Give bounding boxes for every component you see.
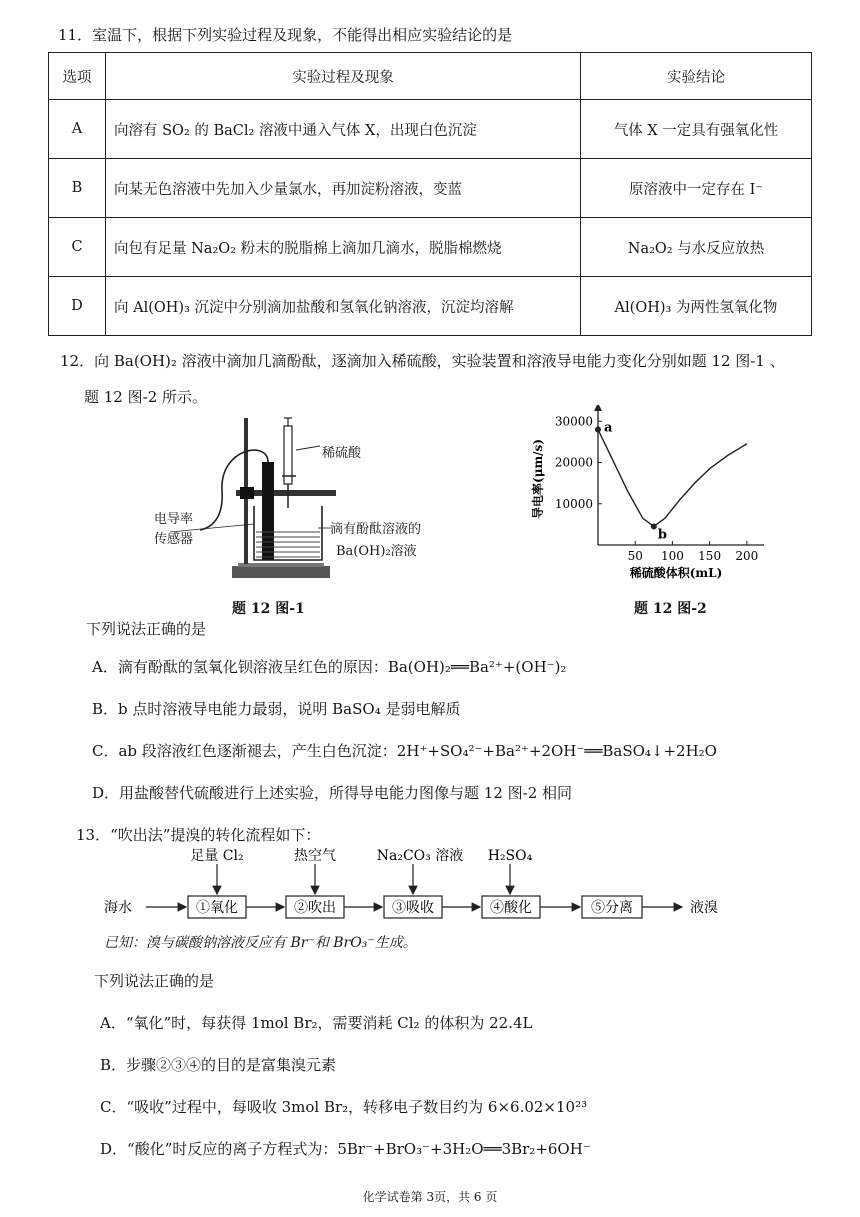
label-solution-line1: 滴有酚酞溶液的 <box>330 522 422 537</box>
header-conclusion: 实验结论 <box>581 53 812 100</box>
row-process: 向包有足量 Na₂O₂ 粉末的脱脂棉上滴加几滴水，脱脂棉燃烧 <box>106 218 581 277</box>
flow-step-3: ③吸收 <box>392 900 434 916</box>
q12-option-d: D．用盐酸替代硫酸进行上述实验，所得导电能力图像与题 12 图-2 相同 <box>92 784 573 802</box>
q12-prompt: 下列说法正确的是 <box>86 620 207 638</box>
header-process: 实验过程及现象 <box>106 53 581 100</box>
flow-input-1: 足量 Cl₂ <box>190 848 244 864</box>
row-option: D <box>49 277 106 336</box>
flow-input-4: H₂SO₄ <box>487 848 533 864</box>
label-dilute-acid: 稀硫酸 <box>322 446 362 461</box>
q13-stem: 13．“吹出法”提溴的转化流程如下： <box>76 826 321 844</box>
figure-caption-12-1: 题 12 图-1 <box>232 601 305 617</box>
figure-caption-12-2: 题 12 图-2 <box>634 601 707 617</box>
flow-step-1: ①氧化 <box>196 900 238 916</box>
row-option: C <box>49 218 106 277</box>
flow-start-label: 海水 <box>104 900 132 916</box>
label-sensor-line2: 传感器 <box>154 532 194 547</box>
row-conclusion: Al(OH)₃ 为两性氢氧化物 <box>581 277 812 336</box>
stand-base <box>232 566 330 578</box>
point-b <box>651 523 657 529</box>
q11-stem: 11．室温下，根据下列实验过程及现象，不能得出相应实验结论的是 <box>58 26 513 44</box>
label-solution-line2: Ba(OH)₂溶液 <box>336 544 417 559</box>
row-process: 向某无色溶液中先加入少量氯水，再加淀粉溶液，变蓝 <box>106 159 581 218</box>
x-tick-label: 50 <box>627 549 643 563</box>
q12-stem-line2: 题 12 图-2 所示。 <box>84 388 208 406</box>
table-row <box>49 218 812 277</box>
x-axis-label: 稀硫酸体积(mL) <box>629 566 723 580</box>
x-tick-label: 100 <box>660 549 684 563</box>
row-conclusion: Na₂O₂ 与水反应放热 <box>581 218 812 277</box>
row-conclusion: 气体 X 一定具有强氧化性 <box>581 100 812 159</box>
point-a <box>595 427 601 433</box>
flow-step-4: ④酸化 <box>490 900 532 916</box>
row-process: 向溶有 SO₂ 的 BaCl₂ 溶液中通入气体 X，出现白色沉淀 <box>106 100 581 159</box>
point-label-b: b <box>657 527 667 543</box>
row-option: B <box>49 159 106 218</box>
q13-option-c: C．“吸收”过程中，每吸收 3mol Br₂，转移电子数目约为 6×6.02×10²³ <box>100 1098 588 1116</box>
q13-prompt: 下列说法正确的是 <box>94 972 215 990</box>
page-footer: 化学试卷第 3页，共 6 页 <box>362 1190 498 1204</box>
flow-step-5: ⑤分离 <box>591 900 633 916</box>
row-process: 向 Al(OH)₃ 沉淀中分别滴加盐酸和氢氧化钠溶液，沉淀均溶解 <box>106 277 581 336</box>
point-label-a: a <box>604 420 613 436</box>
x-tick-label: 200 <box>735 549 759 563</box>
flow-input-2: 热空气 <box>294 848 336 864</box>
q13-known: 已知：溴与碳酸钠溶液反应有 Br⁻和 BrO₃⁻生成。 <box>104 935 417 951</box>
row-conclusion: 原溶液中一定存在 I⁻ <box>581 159 812 218</box>
q12-option-b: B．b 点时溶液导电能力最弱，说明 BaSO₄ 是弱电解质 <box>92 700 461 718</box>
q11-table <box>48 52 812 336</box>
table-row <box>49 159 812 218</box>
q12-option-a: A．滴有酚酞的氢氧化钡溶液呈红色的原因：Ba(OH)₂══Ba²⁺+(OH⁻)₂ <box>92 658 567 676</box>
y-tick-label: 30000 <box>554 414 593 429</box>
x-tick-label: 150 <box>698 549 722 563</box>
y-axis-arrow <box>594 405 602 411</box>
table-row <box>49 100 812 159</box>
header-option: 选项 <box>49 53 106 100</box>
flow-step-2: ②吹出 <box>294 900 336 916</box>
conductivity-curve <box>598 430 747 527</box>
row-option: A <box>49 100 106 159</box>
sensor-probe <box>262 462 274 560</box>
q12-stem-line1: 12．向 Ba(OH)₂ 溶液中滴加几滴酚酞，逐滴加入稀硫酸，实验装置和溶液导电能力变化分别如题 12 图-1 、 <box>60 352 785 370</box>
y-tick-label: 10000 <box>554 496 593 511</box>
table-header-row <box>49 53 812 100</box>
q12-option-c: C．ab 段溶液红色逐渐褪去，产生白色沉淀：2H⁺+SO₄²⁻+Ba²⁺+2OH⁻══BaSO₄↓+2H₂O <box>92 742 717 760</box>
y-tick-label: 20000 <box>554 455 593 470</box>
q13-option-a: A．“氧化”时，每获得 1mol Br₂，需要消耗 Cl₂ 的体积为 22.4L <box>100 1014 533 1032</box>
table-row <box>49 277 812 336</box>
y-axis-label: 导电率(μm/s) <box>531 439 545 519</box>
q13-option-b: B．步骤②③④的目的是富集溴元素 <box>100 1056 337 1074</box>
bromine-flow-diagram <box>100 846 740 936</box>
conductivity-chart <box>520 405 770 585</box>
flow-end-label: 液溴 <box>690 900 718 916</box>
label-sensor-line1: 电导率 <box>154 512 194 527</box>
q13-option-d: D．“酸化”时反应的离子方程式为：5Br⁻+BrO₃⁻+3H₂O══3Br₂+6OH⁻ <box>100 1140 591 1158</box>
flow-input-3: Na₂CO₃ 溶液 <box>376 848 464 864</box>
